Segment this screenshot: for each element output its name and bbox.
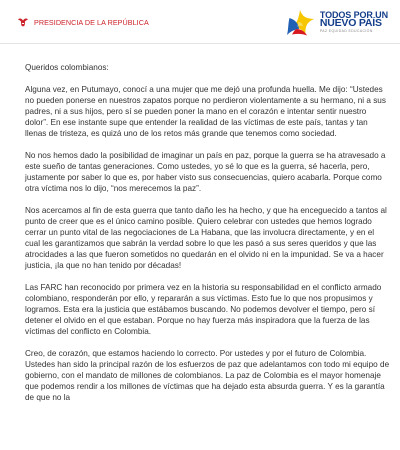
letter-paragraph: No nos hemos dado la posibilidad de imaginar un país en paz, porque la guerra se ha atravesado a este sueño de tantas generaciones. Como ustedes, yo sé lo que es la guerra, sé hacerla, pero, justamente por saber lo que es, por haber visto sus consecuencias, quiero acabarla. Porque como otra víctima nos lo dijo, “nos merecemos la paz”. — [25, 151, 386, 193]
government-wordmark — [320, 11, 388, 34]
government-tagline: PAZ EQUIDAD EDUCACIÓN — [319, 29, 373, 34]
colombia-coat-of-arms-icon — [17, 17, 29, 27]
letter-paragraph: Las FARC han reconocido por primera vez en la historia su responsabilidad en el conflicto armado colombiano, responderán por ello, y repararán a sus víctimas. Esto fue lo que nos propusimos y logramos. Esta era la justicia que estábamos buscando. No podemos devolver el tiempo, pero sí detener el olvido en el que estaban. Porque no hay fuerza más inspiradora que la fuerza de las víctimas del conflicto en Colombia. — [25, 283, 382, 336]
presidency-name: PRESIDENCIA DE LA REPÚBLICA — [34, 17, 149, 27]
letter-paragraph: Alguna vez, en Putumayo, conocí a una mujer que me dejó una profunda huella. Me dijo: “Ustedes no pueden ponerse en nuestros zapatos porque no perdieron violentamente a su hermano, ni a sus padres, ni a sus hijos, pero sí se pueden poner la mano en el corazón e intentar sentir nuestro dolor”. En ese instante supe que entender la realidad de las víctimas de este país, tantas y tan llenas de tristeza, es quizá uno de los retos más grande que tenemos como sociedad. — [25, 85, 386, 138]
letter-body — [25, 62, 391, 414]
header-divider — [0, 43, 400, 44]
letter-paragraph: Creo, de corazón, que estamos haciendo lo correcto. Por ustedes y por el futuro de Colombia. Ustedes han sido la principal razón de los esfuerzos de paz que adelantamos con todo mi equipo de gobierno, con el mandato de millones de colombianos. La paz de Colombia es el mayor homenaje que podemos rendir a los millones de víctimas que ha dejado esta absurda guerra. Y es la garantía de que no la — [25, 349, 390, 402]
letter-paragraph: Nos acercamos al fin de esta guerra que tanto daño les ha hecho, y que ha enceguecido a tantos al punto de creer que es el único camino posible. Quiero celebrar con ustedes que hemos logrado cerrar un punto vital de las negociaciones de La Habana, que las involucra directamente, y en el cual les garantizamos que sabrán la verdad sobre lo que les pasó a sus seres queridos y que las atrocidades a las que fueron sometidos no quedarán en el olvido ni en la impunidad. Se va a hacer justicia, ¡la que no han tenido por décadas! — [25, 206, 387, 270]
page-header — [0, 0, 400, 44]
government-slogan-line-2: NUEVO PAÍS — [319, 16, 382, 29]
government-slogan-line-1: TODOS POR UN — [319, 9, 388, 20]
government-brand — [283, 8, 388, 36]
letter-salutation: Queridos colombianos: — [25, 63, 109, 72]
presidency-brand — [17, 17, 149, 27]
colombia-flag-star-icon — [283, 8, 316, 36]
